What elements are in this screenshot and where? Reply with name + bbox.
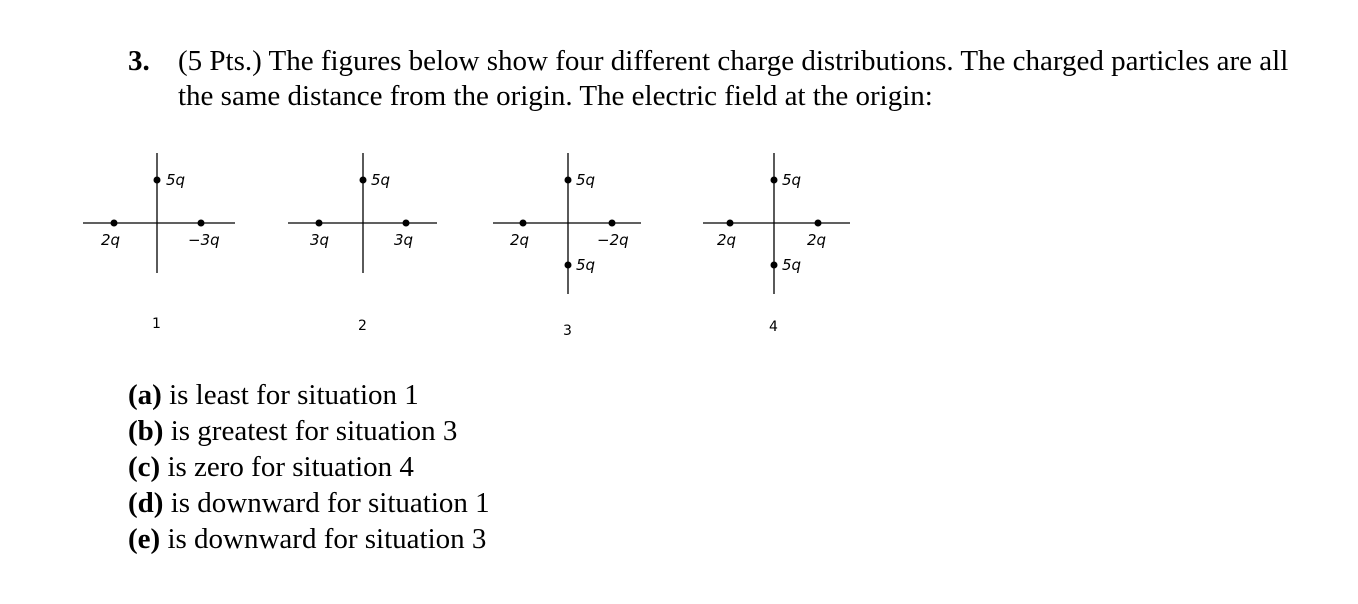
situation-number: 3 — [563, 323, 572, 339]
choice-letter: (d) — [128, 487, 164, 519]
choice-text: is downward for situation 3 — [167, 523, 487, 555]
charge-right — [609, 220, 616, 227]
charge-top — [360, 177, 367, 184]
charge-right — [198, 220, 205, 227]
choice-e[interactable] — [128, 521, 490, 557]
answer-choices — [128, 377, 490, 557]
charge-left — [316, 220, 323, 227]
label-left: 2q — [510, 231, 530, 249]
charge-bottom — [565, 262, 572, 269]
choice-c[interactable] — [128, 449, 490, 485]
situation-1 — [83, 153, 235, 332]
label-left: 2q — [717, 231, 737, 249]
label-bottom: 5q — [576, 256, 596, 274]
choice-b[interactable] — [128, 413, 490, 449]
charge-left — [111, 220, 118, 227]
choice-d[interactable] — [128, 485, 490, 521]
label-top: 5q — [782, 171, 802, 189]
charge-left — [727, 220, 734, 227]
label-top: 5q — [166, 171, 186, 189]
choice-letter: (e) — [128, 523, 161, 555]
situation-number: 1 — [152, 316, 161, 332]
question-number: 3. — [128, 45, 150, 77]
charge-bottom — [771, 262, 778, 269]
choice-text: is downward for situation 1 — [170, 487, 490, 519]
label-right: −2q — [597, 231, 629, 249]
charge-top — [771, 177, 778, 184]
choice-letter: (c) — [128, 451, 161, 483]
charge-top — [565, 177, 572, 184]
charge-right — [815, 220, 822, 227]
situation-number: 4 — [769, 319, 778, 335]
choice-letter: (a) — [128, 379, 162, 411]
choice-text: is greatest for situation 3 — [170, 415, 458, 447]
choice-text: is zero for situation 4 — [167, 451, 414, 483]
choice-a[interactable] — [128, 377, 490, 413]
charge-left — [520, 220, 527, 227]
label-right: −3q — [188, 231, 220, 249]
situation-number: 2 — [358, 318, 367, 334]
charge-top — [154, 177, 161, 184]
choice-text: is least for situation 1 — [169, 379, 419, 411]
label-right: 3q — [394, 231, 414, 249]
question-text: (5 Pts.) The figures below show four different charge distributions. The charged particles are all the same distance from the origin. The electric field at the origin: — [178, 45, 1289, 112]
label-top: 5q — [371, 171, 391, 189]
label-left: 2q — [101, 231, 121, 249]
situation-3 — [493, 153, 641, 339]
label-left: 3q — [310, 231, 330, 249]
label-top: 5q — [576, 171, 596, 189]
situation-2 — [288, 153, 437, 334]
choice-letter: (b) — [128, 415, 164, 447]
situation-4 — [703, 153, 850, 335]
label-bottom: 5q — [782, 256, 802, 274]
label-right: 2q — [807, 231, 827, 249]
charge-right — [403, 220, 410, 227]
